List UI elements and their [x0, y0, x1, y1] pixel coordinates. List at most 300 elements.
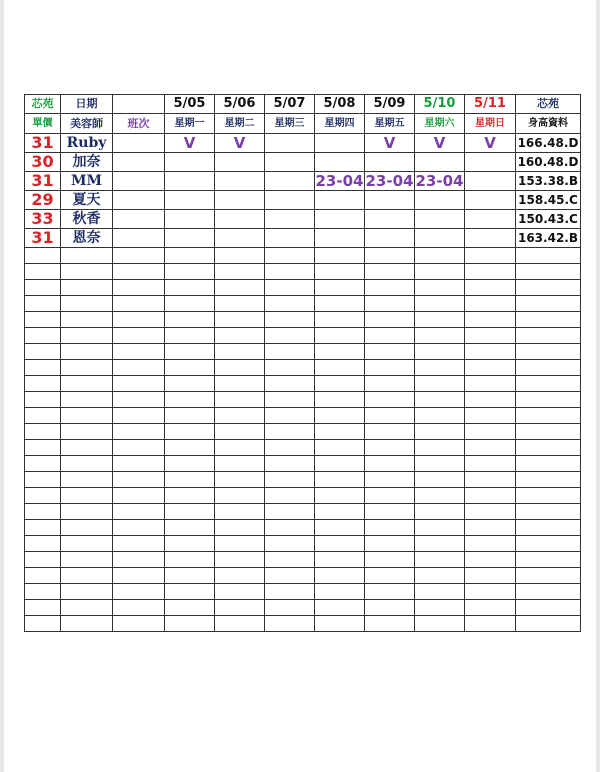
empty-cell [113, 536, 165, 552]
day-cell [215, 210, 265, 229]
empty-cell [465, 344, 516, 360]
empty-cell [165, 520, 215, 536]
day-cell [415, 229, 465, 248]
empty-cell [465, 472, 516, 488]
empty-cell [465, 600, 516, 616]
height-cell: 150.43.C [516, 210, 581, 229]
empty-cell [365, 456, 415, 472]
empty-cell [265, 456, 315, 472]
height-label: 身高資料 [516, 114, 581, 134]
date-col-1: 5/06 [215, 95, 265, 114]
empty-cell [265, 392, 315, 408]
day-cell [265, 153, 315, 172]
empty-cell [25, 616, 61, 632]
shift-cell [113, 210, 165, 229]
empty-cell [516, 520, 581, 536]
empty-cell [516, 392, 581, 408]
empty-row [25, 296, 581, 312]
empty-cell [315, 520, 365, 536]
empty-cell [415, 616, 465, 632]
day-cell [165, 153, 215, 172]
empty-cell [25, 408, 61, 424]
empty-row [25, 568, 581, 584]
empty-cell [315, 568, 365, 584]
empty-cell [365, 248, 415, 264]
beautician-name-cell: 加奈 [61, 153, 113, 172]
empty-cell [315, 616, 365, 632]
attendance-mark: V [215, 134, 265, 153]
empty-row [25, 504, 581, 520]
day-cell [315, 191, 365, 210]
weekday-3: 星期四 [315, 114, 365, 134]
empty-cell [465, 536, 516, 552]
empty-cell [25, 568, 61, 584]
empty-cell [415, 296, 465, 312]
empty-cell [215, 520, 265, 536]
empty-cell [415, 504, 465, 520]
empty-cell [165, 472, 215, 488]
empty-cell [465, 520, 516, 536]
empty-cell [516, 408, 581, 424]
empty-row [25, 536, 581, 552]
empty-row [25, 552, 581, 568]
empty-cell [113, 392, 165, 408]
date-col-0: 5/05 [165, 95, 215, 114]
empty-cell [25, 472, 61, 488]
empty-cell [215, 584, 265, 600]
empty-cell [61, 392, 113, 408]
empty-cell [165, 312, 215, 328]
empty-cell [165, 424, 215, 440]
page-edge-right [596, 0, 600, 772]
empty-cell [165, 360, 215, 376]
empty-cell [265, 344, 315, 360]
weekday-0: 星期一 [165, 114, 215, 134]
height-cell: 153.38.B [516, 172, 581, 191]
empty-cell [113, 424, 165, 440]
day-cell [315, 134, 365, 153]
empty-cell [25, 312, 61, 328]
day-cell [165, 172, 215, 191]
empty-cell [516, 456, 581, 472]
empty-cell [265, 248, 315, 264]
shift-cell [113, 172, 165, 191]
empty-cell [465, 312, 516, 328]
day-cell [365, 210, 415, 229]
empty-cell [215, 280, 265, 296]
empty-cell [465, 504, 516, 520]
empty-cell [465, 424, 516, 440]
empty-row [25, 488, 581, 504]
empty-cell [265, 504, 315, 520]
weekday-4: 星期五 [365, 114, 415, 134]
empty-cell [61, 328, 113, 344]
empty-cell [365, 472, 415, 488]
schedule-table [24, 94, 581, 632]
empty-cell [165, 440, 215, 456]
empty-cell [415, 568, 465, 584]
empty-row [25, 600, 581, 616]
empty-cell [215, 328, 265, 344]
empty-cell [365, 408, 415, 424]
empty-cell [61, 248, 113, 264]
empty-cell [113, 504, 165, 520]
empty-cell [215, 488, 265, 504]
empty-cell [113, 520, 165, 536]
empty-cell [61, 456, 113, 472]
beautician-name-cell: MM [61, 172, 113, 191]
empty-cell [25, 584, 61, 600]
empty-cell [215, 344, 265, 360]
empty-cell [415, 440, 465, 456]
empty-row [25, 280, 581, 296]
empty-cell [61, 616, 113, 632]
empty-cell [516, 536, 581, 552]
empty-cell [516, 280, 581, 296]
empty-cell [113, 456, 165, 472]
empty-cell [315, 456, 365, 472]
empty-cell [365, 328, 415, 344]
empty-cell [365, 504, 415, 520]
empty-cell [516, 440, 581, 456]
empty-cell [25, 344, 61, 360]
day-cell [315, 210, 365, 229]
attendance-mark: V [415, 134, 465, 153]
empty-cell [113, 360, 165, 376]
empty-cell [315, 600, 365, 616]
empty-cell [265, 376, 315, 392]
attendance-mark: V [165, 134, 215, 153]
empty-cell [265, 536, 315, 552]
empty-cell [113, 264, 165, 280]
empty-cell [315, 488, 365, 504]
attendance-mark: V [365, 134, 415, 153]
empty-cell [165, 536, 215, 552]
weekday-2: 星期三 [265, 114, 315, 134]
height-cell: 158.45.C [516, 191, 581, 210]
empty-cell [415, 392, 465, 408]
empty-cell [165, 568, 215, 584]
height-cell: 166.48.D [516, 134, 581, 153]
empty-cell [365, 536, 415, 552]
day-cell [165, 210, 215, 229]
empty-cell [465, 280, 516, 296]
day-cell [315, 229, 365, 248]
empty-row [25, 344, 581, 360]
empty-cell [61, 504, 113, 520]
brand-label-right: 芯苑 [516, 95, 581, 114]
empty-cell [516, 328, 581, 344]
empty-cell [315, 360, 365, 376]
beautician-name-cell: 秋香 [61, 210, 113, 229]
empty-cell [365, 488, 415, 504]
empty-cell [113, 584, 165, 600]
empty-cell [465, 488, 516, 504]
empty-cell [465, 456, 516, 472]
empty-cell [113, 408, 165, 424]
shift-cell [113, 153, 165, 172]
empty-cell [365, 280, 415, 296]
empty-row [25, 376, 581, 392]
shift-time: 23-04 [365, 172, 414, 190]
empty-cell [415, 472, 465, 488]
empty-cell [61, 520, 113, 536]
empty-cell [265, 280, 315, 296]
empty-cell [113, 552, 165, 568]
empty-cell [165, 600, 215, 616]
empty-cell [516, 616, 581, 632]
empty-cell [315, 408, 365, 424]
empty-cell [165, 344, 215, 360]
empty-cell [215, 312, 265, 328]
subheader-row [25, 114, 581, 134]
empty-row [25, 392, 581, 408]
empty-cell [265, 408, 315, 424]
beautician-name-cell: Ruby [61, 134, 113, 153]
empty-cell [165, 392, 215, 408]
empty-cell [365, 520, 415, 536]
empty-cell [265, 440, 315, 456]
day-cell [415, 191, 465, 210]
height-cell: 160.48.D [516, 153, 581, 172]
empty-cell [113, 600, 165, 616]
empty-cell [61, 312, 113, 328]
empty-cell [516, 248, 581, 264]
empty-cell [61, 344, 113, 360]
empty-cell [25, 440, 61, 456]
empty-cell [265, 424, 315, 440]
beautician-name-cell: 夏天 [61, 191, 113, 210]
empty-cell [265, 472, 315, 488]
empty-cell [516, 360, 581, 376]
empty-row [25, 264, 581, 280]
empty-cell [516, 488, 581, 504]
empty-cell [415, 488, 465, 504]
empty-cell [61, 472, 113, 488]
empty-cell [215, 472, 265, 488]
empty-cell [165, 280, 215, 296]
empty-cell [165, 504, 215, 520]
empty-cell [215, 376, 265, 392]
empty-cell [265, 568, 315, 584]
empty-cell [315, 392, 365, 408]
empty-cell [365, 552, 415, 568]
empty-cell [516, 504, 581, 520]
empty-cell [465, 360, 516, 376]
empty-cell [25, 392, 61, 408]
empty-row [25, 312, 581, 328]
empty-cell [25, 296, 61, 312]
empty-cell [365, 440, 415, 456]
empty-cell [215, 536, 265, 552]
empty-cell [315, 440, 365, 456]
empty-cell [165, 616, 215, 632]
empty-cell [315, 424, 365, 440]
empty-cell [415, 456, 465, 472]
table-row [25, 210, 581, 229]
empty-cell [61, 536, 113, 552]
empty-cell [415, 280, 465, 296]
price-cell: 33 [25, 210, 61, 229]
empty-cell [465, 392, 516, 408]
empty-cell [315, 264, 365, 280]
empty-cell [465, 616, 516, 632]
empty-cell [215, 440, 265, 456]
brand-label: 芯苑 [25, 95, 61, 114]
empty-cell [215, 296, 265, 312]
empty-cell [415, 584, 465, 600]
empty-cell [415, 520, 465, 536]
empty-cell [113, 488, 165, 504]
empty-cell [516, 424, 581, 440]
empty-cell [165, 248, 215, 264]
empty-cell [365, 296, 415, 312]
empty-cell [113, 280, 165, 296]
empty-cell [365, 600, 415, 616]
empty-cell [315, 552, 365, 568]
empty-cell [215, 360, 265, 376]
empty-cell [415, 248, 465, 264]
empty-row [25, 456, 581, 472]
empty-cell [415, 552, 465, 568]
empty-cell [265, 520, 315, 536]
day-cell [465, 210, 516, 229]
empty-cell [365, 584, 415, 600]
empty-cell [25, 360, 61, 376]
empty-cell [61, 568, 113, 584]
empty-cell [61, 488, 113, 504]
empty-cell [113, 472, 165, 488]
empty-cell [165, 456, 215, 472]
empty-cell [315, 344, 365, 360]
price-cell: 29 [25, 191, 61, 210]
empty-cell [415, 408, 465, 424]
empty-cell [113, 296, 165, 312]
empty-row [25, 424, 581, 440]
empty-cell [516, 264, 581, 280]
shift-cell [113, 191, 165, 210]
empty-cell [265, 264, 315, 280]
day-cell [215, 172, 265, 191]
empty-cell [215, 456, 265, 472]
empty-cell [516, 472, 581, 488]
empty-cell [265, 616, 315, 632]
empty-cell [215, 552, 265, 568]
empty-cell [516, 376, 581, 392]
day-cell [265, 229, 315, 248]
empty-cell [465, 264, 516, 280]
date-col-4: 5/09 [365, 95, 415, 114]
empty-cell [516, 344, 581, 360]
price-label: 單價 [25, 114, 61, 134]
empty-cell [465, 296, 516, 312]
day-cell [415, 153, 465, 172]
price-cell: 30 [25, 153, 61, 172]
empty-cell [315, 472, 365, 488]
empty-cell [516, 600, 581, 616]
page-edge-left [0, 0, 4, 772]
empty-cell [516, 552, 581, 568]
day-cell [215, 191, 265, 210]
empty-cell [465, 584, 516, 600]
empty-cell [165, 328, 215, 344]
date-col-5: 5/10 [415, 95, 465, 114]
table-row [25, 229, 581, 248]
empty-cell [415, 424, 465, 440]
day-cell [465, 153, 516, 172]
price-cell: 31 [25, 134, 61, 153]
empty-cell [215, 568, 265, 584]
empty-cell [415, 312, 465, 328]
empty-cell [113, 568, 165, 584]
empty-cell [165, 376, 215, 392]
empty-cell [215, 392, 265, 408]
empty-cell [215, 248, 265, 264]
day-cell [265, 210, 315, 229]
shift-time: 23-04 [315, 172, 364, 190]
empty-cell [25, 264, 61, 280]
empty-cell [165, 408, 215, 424]
day-cell [265, 172, 315, 191]
price-cell: 31 [25, 172, 61, 191]
day-cell [215, 229, 265, 248]
table-row [25, 191, 581, 210]
empty-row [25, 616, 581, 632]
empty-cell [315, 536, 365, 552]
empty-row [25, 408, 581, 424]
day-cell [465, 229, 516, 248]
empty-cell [415, 264, 465, 280]
empty-cell [61, 408, 113, 424]
weekday-1: 星期二 [215, 114, 265, 134]
empty-cell [415, 344, 465, 360]
empty-cell [25, 280, 61, 296]
empty-cell [265, 296, 315, 312]
header-row [25, 95, 581, 114]
empty-cell [265, 552, 315, 568]
empty-cell [465, 440, 516, 456]
empty-cell [365, 424, 415, 440]
empty-cell [265, 488, 315, 504]
empty-row [25, 328, 581, 344]
empty-cell [25, 456, 61, 472]
empty-cell [61, 296, 113, 312]
date-col-2: 5/07 [265, 95, 315, 114]
empty-cell [516, 568, 581, 584]
empty-row [25, 360, 581, 376]
empty-cell [365, 376, 415, 392]
empty-cell [415, 376, 465, 392]
table-row [25, 172, 581, 191]
empty-cell [415, 536, 465, 552]
price-cell: 31 [25, 229, 61, 248]
empty-cell [25, 424, 61, 440]
shift-cell [113, 229, 165, 248]
empty-cell [165, 584, 215, 600]
empty-cell [365, 312, 415, 328]
empty-cell [25, 248, 61, 264]
day-cell [365, 153, 415, 172]
empty-cell [25, 488, 61, 504]
weekday-6: 星期日 [465, 114, 516, 134]
empty-cell [61, 440, 113, 456]
empty-cell [113, 248, 165, 264]
empty-cell [365, 568, 415, 584]
day-cell [315, 153, 365, 172]
table-row [25, 153, 581, 172]
empty-cell [465, 248, 516, 264]
table-row [25, 134, 581, 153]
